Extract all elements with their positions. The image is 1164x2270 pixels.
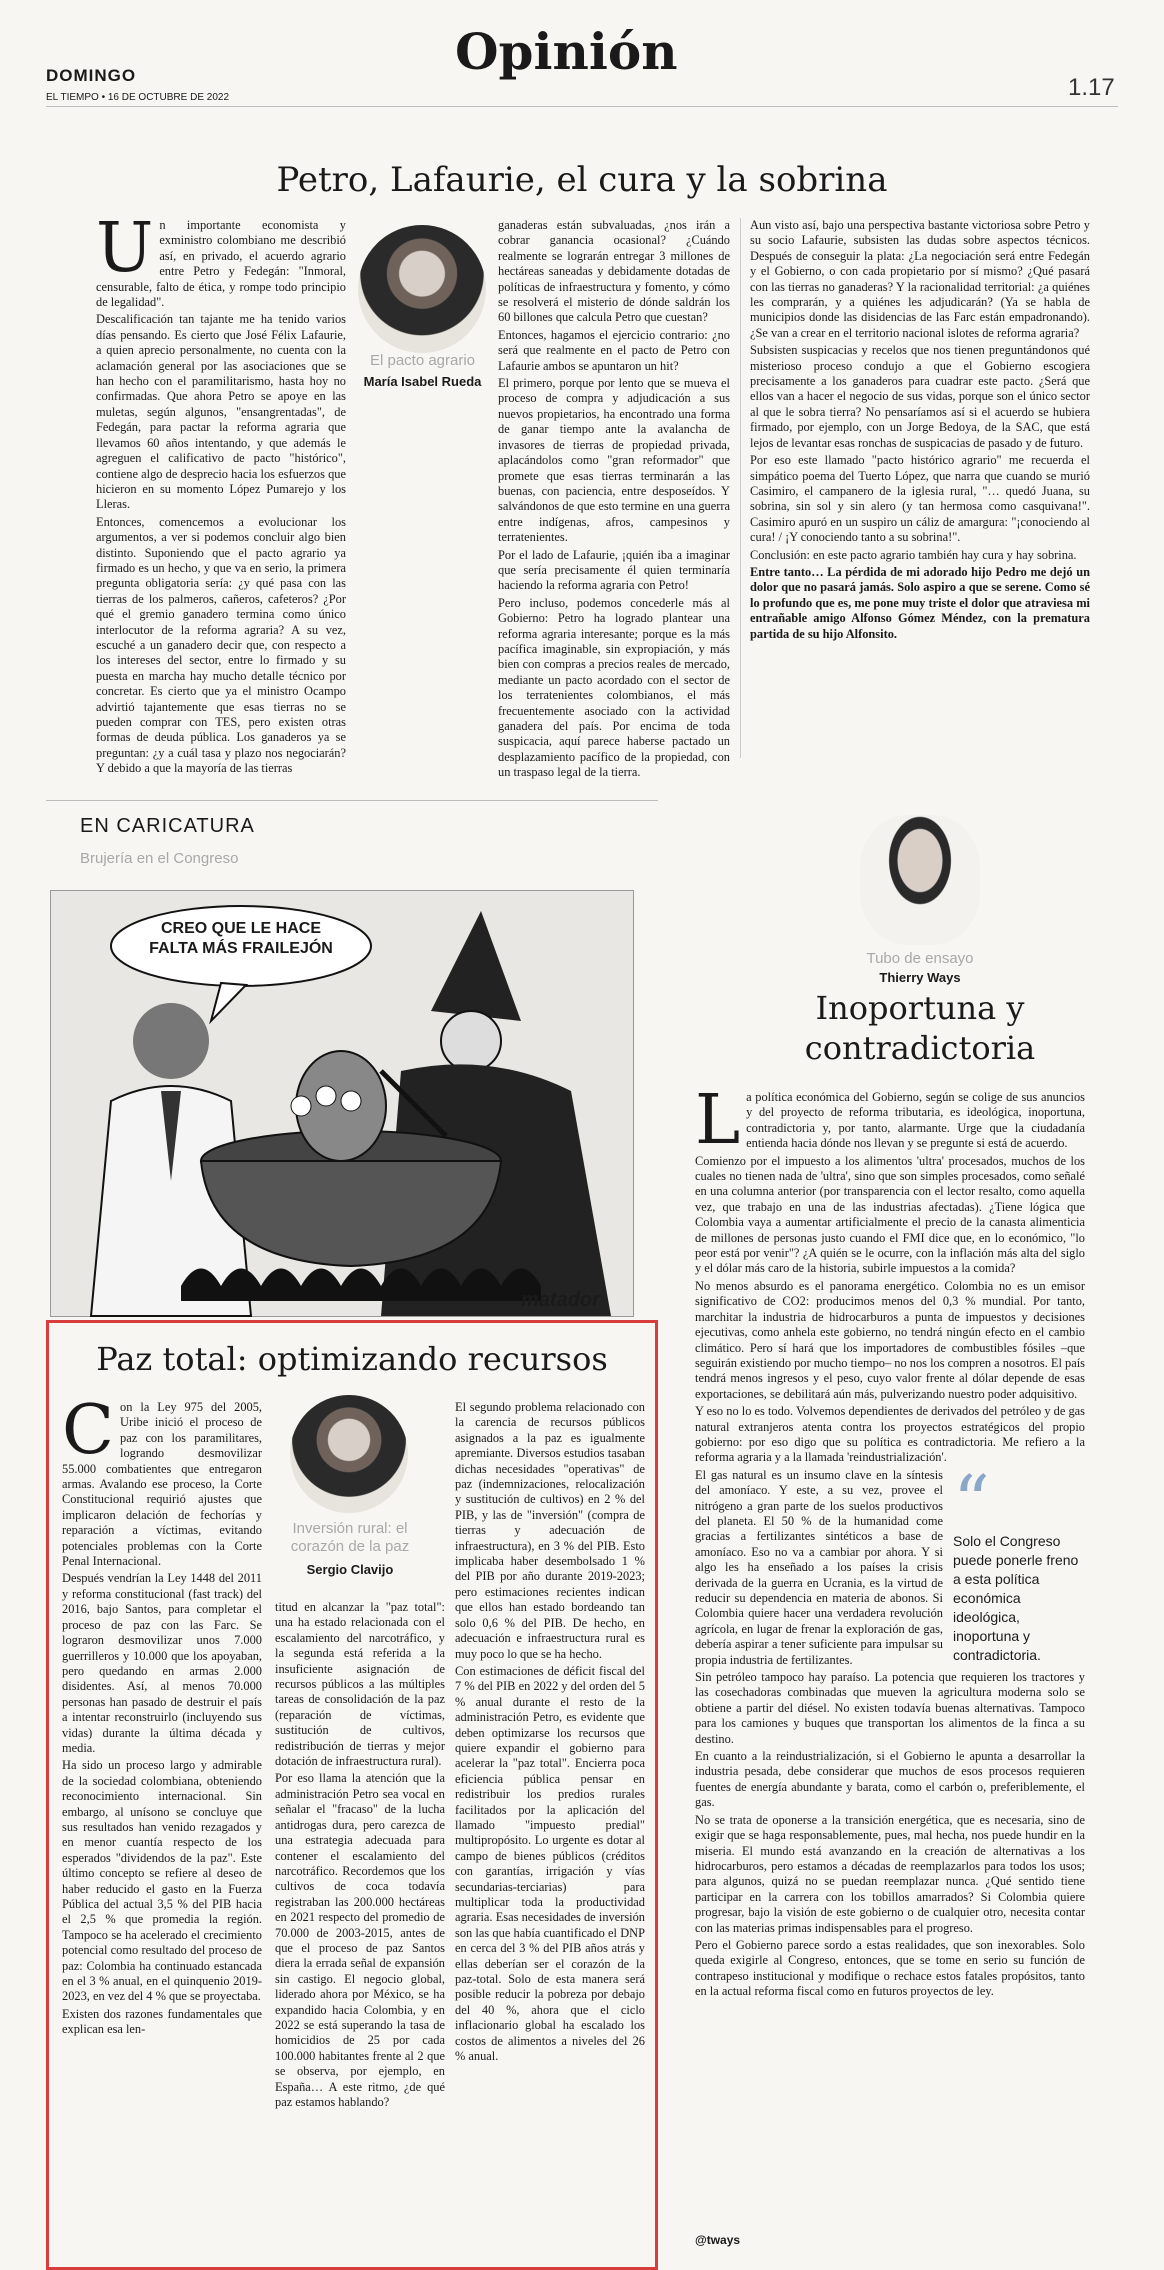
article2-p5: El gas natural es un insumo clave en la síntesis del amoníaco. Y este, a su vez, provee el nitrógeno a gran parte de los suelos productivos del planeta. El 50 % de la humanidad come gracias a fertilizantes sintéticos a base de amoníaco. Eso no va a cambiar por ahora. Y si algo les ha enseñado a los países la crisis derivada de la guerra en Ucrania, es la virtud de reducir su dependencia en materia de abonos. Si Colombia quiere hacer una verdadera revolución agrícola, en lugar de frenar la exploración de gas, debería aspirar a tener suficiente para impulsar su propia industria de fertilizantes. — [695, 1467, 943, 1667]
article1-p8: Pero incluso, podemos concederle más al Gobierno: Petro ha logrado plantear una reforma agraria interesante; porque es la más pacífica imaginable, sin expropiación, y más bien con compras a precios reales de mercado, mediante un pacto acordado con el sector de los terratenientes colombianos, el más frecuentemente asociado con la actividad ganadera del país. Por encima de toda suspicacia, aquí parece haberse pactado un desplazamiento pacífico de la propiedad, con un traspaso legal de la tierra. — [498, 595, 730, 780]
dropcap-u: U — [96, 209, 154, 288]
article1-p11: Por eso este llamado "pacto histórico agrario" me recuerda el simpático poema del Tuerto López, que narra que cuando se murió Casimiro, el campanero de la iglesia rural, "… quedó Juana, su sobrina, sin sol y sin alero (y tan hermosa como casquivana!". Casimiro apuró en un suspiro un cáliz de amargura: "¡conociendo al cura! / ¡Y conociendo tanto a su sobrina!". — [750, 453, 1090, 545]
author-portrait-clavijo — [290, 1395, 408, 1513]
article3-p8: Con estimaciones de déficit fiscal del 7 % del PIB en 2022 y del orden del 5 % anual durante el resto de la administración Petro, es evidente que deben optimizarse los recursos que quiere expandir el gobierno para acelerar la "paz total". Encierra poca eficiencia pública pensar en redistribuir los predios rurales facilitados por la aplicación del llamado "impuesto predial" multipropósito. Lo urgente es dotar al campo de bienes públicos (créditos con garantías, irrigación y vías secundarias-terciarias) para multiplicar toda la productividad agraria. Esas necesidades de inversión son las que había cuantificado el DNP en cerca del 3 % del PIB años atrás y ellas deberían ser el corazón de la paz-total. Solo de esta manera será posible reducir la pobreza por debajo del 40 %, ahora que el ciclo inflacionario global ha escalado los costos de alimentos a niveles del 26 % anual. — [455, 1663, 645, 2064]
article2-body — [695, 1081, 1085, 2245]
article1-p6: El primero, porque por lento que se mueva el proceso de compra y adjudicación a sus nuevos propietarios, ha encontrado una forma de ganar tiempo ante la avalancha de invasores de tierras de propiedad privada, aplacándolos como "gran reformador" que promete que esas tierras terminarán a las buenas, con paciencia, entre desposeídos. Y salvándonos de que esto termine en una guerra entre indígenas, afros, campesinos y terratenientes. — [498, 376, 730, 545]
article3-p5: titud en alcanzar la "paz total": una ha estado relacionada con el escalamiento del narcotráfico, y la segunda está referida a la insuficiente asignación de recursos públicos a las múltiples tareas de consolidación de la paz (reparación de víctimas, sustitución de cultivos, redistribución de tierras y mejor dotación de infraestructura rural). — [275, 1600, 445, 1769]
article1-p5: Entonces, hagamos el ejercicio contrario: ¿no será que realmente en el pacto de Petro con Lafaurie ambos se apuntaron un hit? — [498, 327, 730, 373]
article1-col2 — [498, 218, 730, 780]
cartoon-drawing — [51, 891, 633, 1316]
cartoon-title: Brujería en el Congreso — [80, 850, 239, 867]
article1-p3: Entonces, comencemos a evolucionar los argumentos, a ver si podemos concluir algo bien distinto. Suponiendo que el pacto agrario ya firmado es un hecho, y que va en serio, la primera pregunta obligatoria sería: ¿y qué pasa con las tierras de los palmeros, cañeros, cafeteros? ¿Por qué el gremio ganadero termina como único interlocutor de la reforma agraria? A su vez, escuché a un ganadero decir que, con respecto a los intereses del sector, entre lo firmado y su puesta en marcha hay mucho detalle técnico por concretar. Es cierto que ya el ministro Ocampo advirtió tajantemente que esas tierras no se pueden comprar con TES, pero existen otras formas de deuda pública. Los ganaderos ya se preguntan: ¿y a cuál tasa y plazo nos negociarán? Y debido a que la mayoría de las tierras — [96, 514, 346, 776]
article3-p3: Ha sido un proceso largo y admirable de la sociedad colombiana, obteniendo reconocimiento internacional. Sin embargo, al unísono se concluye que sus resultados han venido rezagados y en menor cuantía respecto de los esperados "dividendos de la paz". Este último concepto se refiere al deseo de haber reducido el gasto en la Fuerza Pública del actual 3,5 % del PIB hacia el 2,5 % que promedia la región. Tampoco se ha acelerado el crecimiento potencial como resultado del proceso de paz: Colombia ha continuado estancada en el 3 % anual, en el quinquenio 2019-2023, en vez del 4 % que se proyectaba. — [62, 1758, 262, 2004]
cartoon-top-rule — [46, 800, 658, 801]
article3-col2 — [275, 1600, 445, 2245]
article1-col3 — [750, 218, 1090, 763]
cartoon-image — [50, 890, 634, 1317]
article2-author: Thierry Ways — [879, 970, 961, 985]
article2-p3: No menos absurdo es el panorama energético. Colombia no es un emisor significativo de CO2: producimos menos del 0,3 % mundial. Por tanto, marchitar la industria de hidrocarburos a punta de impuestos y decisiones ejecutivas, como anhela este gobierno, no tendrá ningún efecto en el cambio climático. Pero sí hará que los importadores de combustibles fósiles –que seguirán existiendo por mucho tiempo– no nos los compren a nosotros. El país tendrá menos ingresos y el peso, cuyo valor frente al dólar depende de esas exportaciones, se debilitará aún más, pulverizando nuestro poder adquisitivo. — [695, 1278, 1085, 1401]
dropcap-c: C — [62, 1391, 115, 1470]
article1-p4: ganaderas están subvaluadas, ¿nos irán a cobrar ganancia ocasional? ¿Cuándo realmente se lograrán entregar 3 millones de hectáreas saneadas y debidamente dotadas de políticas de infraestructura y fomento, y cómo se resolverá el misterio de dónde saldrán los 60 billones que calcula Petro que cuestan? — [498, 218, 730, 325]
article1-p2: Descalificación tan tajante me ha tenido varios días pensando. Es cierto que José Félix Lafaurie, a quien aprecio personalmente, no cuenta con la aclamación general por las asociaciones que se han hecho con el paramilitarismo, hasta hoy no confirmadas. Que ahora Petro se apoye en las muletas, según algunos, "ensangrentadas", de Fedegán, para pactar la reforma agraria que llevamos 60 años intentando, y que además le agreguen el calificativo de pacto "histórico", contiene algo de desprecio hacia los esfuerzos que hicieron en su momento López Pumarejo y los Lleras. — [96, 312, 346, 512]
cartoon-signature: matador — [521, 1289, 600, 1311]
masthead-day: DOMINGO — [46, 66, 137, 85]
article2-p4: Y eso no lo es todo. Volvemos dependientes de derivados del petróleo y de gas natural extranjeros atenta contra los proyectos estratégicos del propio gobierno: por eso digo que su política es contradictoria. Me refiero a la reforma agraria y a la llamada 'reindustrialización'. — [695, 1404, 1085, 1465]
article3-p6: Por eso llama la atención que la administración Petro sea vocal en señalar el "fracaso" de la lucha antidrogas dura, pero carezca de una estrategia adecuada para contener el escalamiento del narcotráfico. Recordemos que los cultivos de coca todavía registraban las 200.000 hectáreas en 2021 respecto del promedio de 70.000 de 2003-2015, antes de que el proceso de paz Santos diera la errada señal de expansión sin castigo. El negocio global, liderado ahora por México, se ha expandido hacia Colombia, y en 2022 se está superando la tasa de homicidios de 25 por cada 100.000 habitantes frente al 2 que se observa, por ejemplo, en España… A este ritmo, ¿de qué paz estamos hablando? — [275, 1771, 445, 2109]
article1-p13: Entre tanto… La pérdida de mi adorado hijo Pedro me dejó un dolor que no pasará jamás. Solo aspiro a que se serene. Como sé lo profundo que es, me pone muy triste el dolor que atraviesa mi entrañable amigo Alfonso Gómez Méndez, con la prematura partida de su hijo Alfonsito. — [750, 564, 1090, 641]
cartoon-section-label: EN CARICATURA — [80, 815, 255, 837]
article2-handle: @tways — [695, 2233, 741, 2247]
article1-column-name: El pacto agrario — [369, 352, 476, 369]
article2-p9: Pero el Gobierno parece sordo a estas realidades, que son inexorables. Solo queda exigirle al Congreso, entonces, que se tome en serio su función de contrapeso institucional y modifique o rechace estos fatales propósitos, tanto en la actual reforma fiscal como en futuros proyectos de ley. — [695, 1937, 1085, 1999]
article3-headline: Paz total: optimizando recursos — [96, 1340, 608, 1378]
article3-p7: El segundo problema relacionado con la carencia de recursos públicos asignados a la paz es igualmente apremiante. Diversos estudios tasaban dichas necesidades "operativas" de paz (indemnizaciones, relocalización y sustitución de cultivos) en 2 % del PIB, y las de "inversión" (compra de tierras y adecuación de infraestructura), en 3 % del PIB. Esto implicaba haber desembolsado 1 % del PIB por año durante 2019-2023; pero estimaciones recientes indican que ellos han estado bordeando tan solo 0,6 % del PIB. De hecho, en adecuación e infraestructura rural es muy poco lo que se ha hecho. — [455, 1400, 645, 1661]
masthead-rule — [46, 106, 1118, 107]
article2-headline: Inoportuna y contradictoria — [804, 989, 1036, 1067]
article1-p9: Aun visto así, bajo una perspectiva bastante victoriosa sobre Petro y su socio Lafaurie, subsisten las dudas sobre aspectos técnicos. Después de conseguir la plata: ¿La negociación será entre Fedegán y el Gobierno, o con cada propietario por sí mismo? ¿Qué pasará con las tierras no ganaderas? Y la racionalidad territorial: ¿a quiénes les comprarán, y a quiénes les adjudicarán? (Ya se habla de municipios donde las disidencias de las Farc están empadronando). ¿Se van a crear en el territorio nacional islotes de reforma agraria? — [750, 218, 1090, 340]
page-number: 1.17 — [1068, 74, 1115, 101]
article2-p1: a política económica del Gobierno, según se colige de sus anuncios y del proyecto de reforma tributaria, es ideológica, inoportuna, contradictoria y, por tanto, alarmante. Urge que la ciudadanía entienda hacia dónde nos llevan y se pregunte si está de acuerdo. — [746, 1090, 1085, 1151]
article3-author: Sergio Clavijo — [306, 1562, 394, 1577]
article3-column-name: Inversión rural: el corazón de la paz — [290, 1520, 410, 1555]
article1-headline: Petro, Lafaurie, el cura y la sobrina — [276, 160, 888, 200]
pull-quote: Solo el Congreso puede ponerle freno a esta política económica ideológica, inoportuna y contradictoria. — [953, 1532, 1079, 1663]
article2-p6: Sin petróleo tampoco hay paraíso. La potencia que requieren los tractores y las cosechadoras combinadas que mueven la agricultura moderna solo se obtiene a partir del diésel. No existen todavía buenas alternativas. Tampoco para los camiones y buques que transportan los alimentos de la finca a su destino. — [695, 1670, 1085, 1746]
article1-p7: Por el lado de Lafaurie, ¡quién iba a imaginar que sería precisamente él quien terminaría haciendo la reforma agraria con Petro! — [498, 547, 730, 593]
article1-p12: Conclusión: en este pacto agrario también hay cura y hay sobrina. — [750, 547, 1077, 562]
section-title: Opinión — [455, 22, 678, 81]
article3-p2: Después vendrían la Ley 1448 del 2011 y reforma constitucional (fast track) del 2016, bajo Santos, para completar el proceso de paz con las Farc. Se lograron desmovilizar unos 7.000 guerrilleros y 10.000 que los apoyaban, pero quedando en armas 2.000 disidentes. Así, al menos 70.000 personas han pasado de destruir el país a intentar reconstruirlo (incluyendo sus vidas) durante la última década y media. — [62, 1571, 262, 1755]
article1-p10: Subsisten suspicacias y recelos que nos tienen preguntándonos qué misterioso proceso condujo a que el Gobierno escogiera precisamente a los ganaderos para cuadrar este pacto. ¿Será que ellos van a hacer el negocio de sus vidas, porque son el único sector al que le sobra tierra? No pensaríamos así si el acuerdo se hubiera firmado, por ejemplo, con un Jorge Bedoya, de la SAC, que está lejos de levantar esas ronchas de suspicacias de pasado y de futuro. — [750, 343, 1090, 450]
dropcap-l: L — [695, 1081, 741, 1160]
article2-p7: En cuanto a la reindustrialización, si el Gobierno le apunta a desarrollar la industria pesada, debe considerar que muchos de esos procesos requieren fuentes de energía abundante y barata, como el carbón o, preferiblemente, el gas. — [695, 1749, 1085, 1810]
article3-col3 — [455, 1400, 645, 2245]
article3-p4: Existen dos razones fundamentales que explican esa len- — [62, 2006, 262, 2037]
cartoon-speech-bubble: CREO QUE LE HACE FALTA MÁS FRAILEJÓN — [149, 920, 333, 957]
article2-p8: No se trata de oponerse a la transición energética, que es necesaria, sino de exigir que se haga responsablemente, pues, mal hecha, nos puede hundir en la miseria. El mundo está avanzando en la creación de alternativas a los hidrocarburos, pero estamos a décadas de reemplazarlos para todos los usos; para algunos, quizá no se puedan reemplazar nunca. ¿Qué sentido tiene participar en la carrera con los tobillos amarrados? Si Colombia quiere progresar, bajo la visión de este gobierno o de cualquier otro, necesita contar con las materias primas indispensables para el progreso. — [695, 1812, 1085, 1935]
pull-quote-box — [953, 1459, 1085, 1665]
article3-col1 — [62, 1391, 262, 2245]
article1-author: María Isabel Rueda — [363, 374, 482, 389]
masthead-dateline: EL TIEMPO • 16 DE OCTUBRE DE 2022 — [46, 92, 230, 103]
article2-column-name: Tubo de ensayo — [866, 950, 974, 967]
article1-col1 — [96, 209, 346, 776]
article3-p1: on la Ley 975 del 2005, Uribe inició el proceso de paz con los paramilitares, logrando desmovilizar 55.000 combatientes que entregaron armas. Avalando ese proceso, la Corte Constitucional requirió ajustes que implicaron delación de fechorías y reparación a víctimas, evitando potenciales problemas con la Corte Penal Internacional. — [62, 1400, 262, 1569]
article1-col-divider — [740, 218, 741, 758]
article1-p1: n importante economista y exministro colombiano me describió así, en privado, el acuerdo agrario entre Petro y Fedegán: "Inmoral, censurable, falto de ética, y rompe todo principio de legalidad". — [96, 218, 346, 310]
quote-mark-icon: “ — [953, 1459, 990, 1544]
author-portrait-rueda — [358, 225, 486, 353]
article2-p2: Comienzo por el impuesto a los alimentos 'ultra' procesados, muchos de los cuales no tienen nada de 'ultra', sino que son simples procesados, como señalé en una columna anterior (por transparencia con el lector resalto, como aquella vez, que trabajo en una de las industrias afectadas). ¿Tiene lógica que Colombia vaya a aumentar artificialmente el precio de la canasta alimenticia de millones de personas justo cuando el FMI dice que, en lo económico, "lo peor está por venir"? ¿A quién se le ocurre, con la inflación más alta del siglo y el dólar más caro de la historia, subirle impuestos a la comida? — [695, 1153, 1085, 1276]
author-portrait-ways — [860, 815, 980, 945]
